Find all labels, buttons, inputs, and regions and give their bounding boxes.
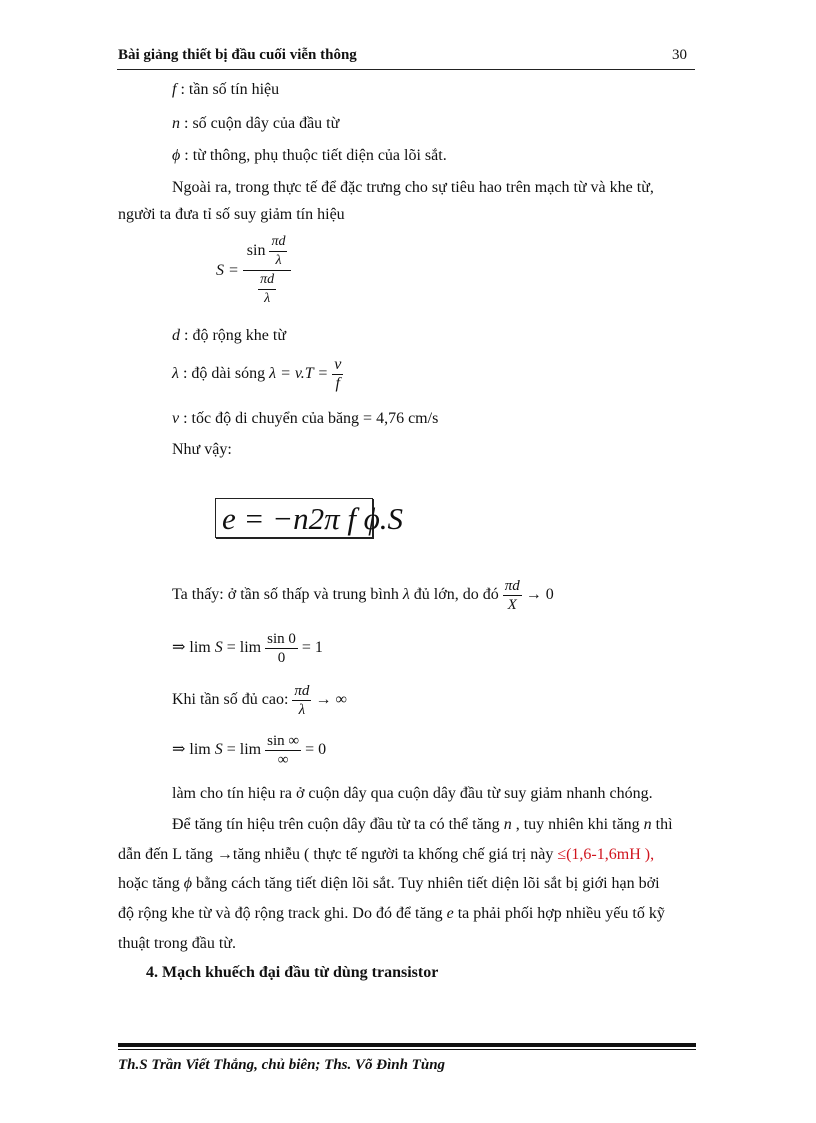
ta-thay-fraction: $\frac{\pi d}{X}$ [504, 578, 520, 613]
limit-high-fraction: $\frac{\sin \infty}{\infty}$ [267, 733, 300, 768]
limit-low-fraction: $\frac{\sin 0}{0}$ [267, 631, 296, 666]
section-4-heading: 4. Mạch khuếch đại đầu từ dùng transistor [146, 964, 439, 981]
formula-s-fraction [243, 233, 292, 308]
def-n [172, 114, 339, 134]
para2-line5: thuật trong đầu từ. [118, 935, 236, 952]
def-f-symbol: f [172, 81, 177, 98]
page-number: 30 [672, 47, 687, 63]
limit-value: ≤(1,6-1,6mH ), [557, 846, 655, 863]
khi-tan-so: Khi tần số đủ cao: $\frac{\pi d}{\lambda}$ → ∞ [172, 683, 347, 718]
para1-line1: Ngoài ra, trong thực tế để đặc trưng cho sự tiêu hao trên mạch từ và khe từ, [172, 179, 654, 196]
ta-thay: Ta thấy: ở tần số thấp và trung bình λ đủ lớn, do đó $\frac{\pi d}{X}$ → 0 [172, 578, 554, 613]
def-lambda: λ : độ dài sóng λ = v.T = $\frac{v}{f}$ [172, 356, 342, 392]
formula-s [216, 233, 291, 308]
boxed-formula: e = −n2π f ϕ.S [215, 498, 373, 538]
footer-rule-thin [118, 1049, 696, 1050]
formula-s-numerator: sin $\frac{\pi d}{\lambda}$ [243, 233, 292, 271]
khi-tan-so-fraction: $\frac{\pi d}{\lambda}$ [294, 683, 310, 718]
limit-low: ⇒ lim S = lim $\frac{\sin 0}{0}$ = 1 [172, 631, 323, 666]
def-d: d : độ rộng khe từ [172, 327, 286, 344]
header-title: Bài giảng thiết bị đầu cuối viễn thông [118, 47, 357, 63]
def-n-text: : số cuộn dây của đầu từ [180, 115, 340, 132]
nhu-vay: Như vậy: [172, 441, 232, 458]
def-phi-text: : từ thông, phụ thuộc tiết diện của lõi sắt. [180, 147, 447, 164]
para2-line2: dẫn đến L tăng →tăng nhiễu ( thực tế người ta khống chế giá trị này ≤(1,6-1,6mH ), [118, 846, 655, 863]
header-rule [117, 69, 695, 70]
def-f [172, 80, 279, 100]
lam-cho: làm cho tín hiệu ra ở cuộn dây qua cuộn dây đầu từ suy giảm nhanh chóng. [172, 785, 653, 802]
footer-rule-thick [118, 1043, 696, 1047]
para2-line3: hoặc tăng ϕ bằng cách tăng tiết diện lõi sắt. Tuy nhiên tiết diện lõi sắt bị giới hạn bởi [118, 875, 660, 892]
def-lambda-fraction: $\frac{v}{f}$ [334, 356, 342, 392]
para2-line4: độ rộng khe từ và độ rộng track ghi. Do đó để tăng e ta phải phối hợp nhiều yếu tố kỹ [118, 905, 665, 922]
def-f-text: : tần số tín hiệu [176, 81, 280, 98]
para2-line1: Để tăng tín hiệu trên cuộn dây đầu từ ta có thể tăng n , tuy nhiên khi tăng n thì [172, 816, 673, 833]
def-phi-symbol: ϕ [172, 147, 181, 164]
def-n-symbol: n [172, 115, 180, 132]
limit-high: ⇒ lim S = lim $\frac{\sin \infty}{\infty}$ = 0 [172, 733, 327, 768]
formula-s-lhs: S = [216, 261, 239, 279]
def-v: v : tốc độ di chuyển của băng = 4,76 cm/s [172, 410, 439, 427]
def-phi [172, 146, 447, 166]
footer-authors: Th.S Trần Viết Thắng, chủ biên; Ths. Võ Đình Tùng [118, 1057, 446, 1073]
formula-s-denominator: $\frac{\pi d}{\lambda}$ [260, 272, 275, 306]
para1-line2: người ta đưa tỉ số suy giảm tín hiệu [118, 206, 345, 223]
